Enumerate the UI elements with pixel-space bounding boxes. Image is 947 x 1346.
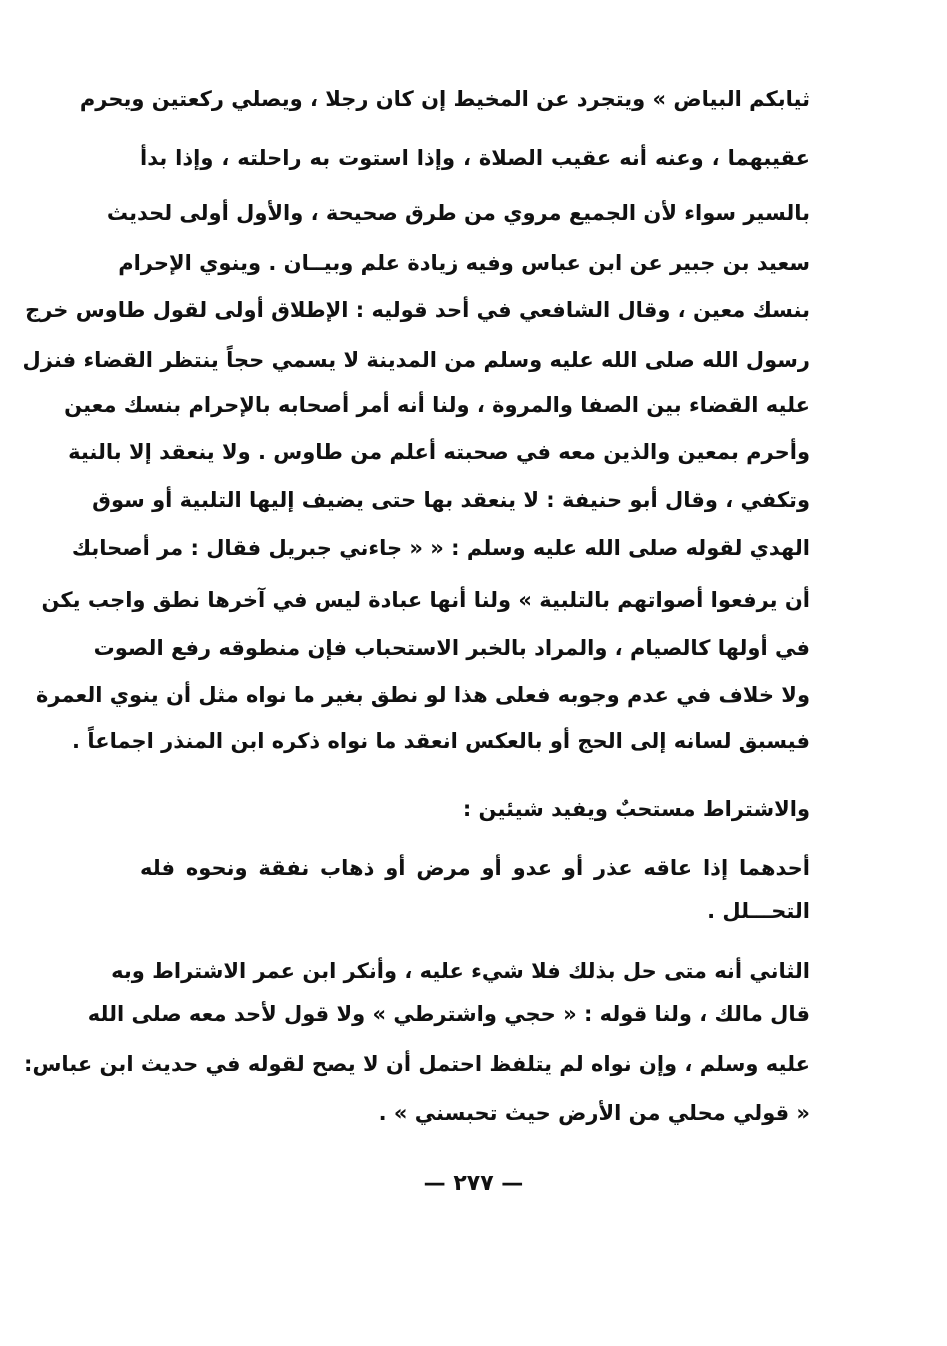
text-line: عليه وسلم ، وإن نواه لم يتلفظ احتمل أن لا يصح لقوله في حديث ابن عباس: xyxy=(24,1052,810,1076)
text-line: عليه القضاء بين الصفا والمروة ، ولنا أنه أمر أصحابه بالإحرام بنسك معين xyxy=(64,393,810,417)
text-line: قال مالك ، ولنا قوله : « حجي واشترطي » ولا قول لأحد معه صلى الله xyxy=(87,1002,810,1026)
text-line: عقيبهما ، وعنه أنه عقيب الصلاة ، وإذا استوت به راحلته ، وإذا بدأ xyxy=(140,146,810,170)
page-number: — ٢٧٧ — xyxy=(423,1171,524,1196)
text-line: أن يرفعوا أصواتهم بالتلبية » ولنا أنها عبادة ليس في آخرها نطق واجب يكن xyxy=(41,588,810,612)
text-line: الهدي لقوله صلى الله عليه وسلم : « « جاءني جبريل فقال : مر أصحابك xyxy=(71,536,810,560)
text-line: ثيابكم البياض » ويتجرد عن المخيط إن كان رجلا ، ويصلي ركعتين ويحرم xyxy=(79,87,810,111)
text-line: في أولها كالصيام ، والمراد بالخبر الاستحباب فإن منطوقه رفع الصوت xyxy=(93,636,810,660)
text-line: وتكفي ، وقال أبو حنيفة : لا ينعقد بها حتى يضيف إليها التلبية أو سوق xyxy=(92,488,810,512)
text-line: « قولي محلي من الأرض حيث تحبسني » . xyxy=(378,1101,810,1125)
text-line: سعيد بن جبير عن ابن عباس وفيه زيادة علم وبيــان . وينوي الإحرام xyxy=(118,251,810,275)
text-line: بنسك معين ، وقال الشافعي في أحد قوليه : الإطلاق أولى لقول طاوس خرج xyxy=(25,298,810,322)
text-line: الثاني أنه متى حل بذلك فلا شيء عليه ، وأنكر ابن عمر الاشتراط وبه xyxy=(111,959,810,983)
text-line: والاشتراط مستحبٌ ويفيد شيئين : xyxy=(462,797,810,821)
text-line: أحدهما إذا عاقه عذر أو عدو أو مرض أو ذهاب نفقة ونحوه فله xyxy=(140,856,810,880)
text-line: بالسير سواء لأن الجميع مروي من طرق صحيحة ، والأول أولى لحديث xyxy=(106,201,810,225)
text-line: التحـــلل . xyxy=(707,899,810,923)
text-line: فيسبق لسانه إلى الحج أو بالعكس انعقد ما نواه ذكره ابن المنذر اجماعاً . xyxy=(72,729,810,753)
text-line: وأحرم بمعين والذين معه في صحبته أعلم من طاوس . ولا ينعقد إلا بالنية xyxy=(68,440,810,464)
text-line: رسول الله صلى الله عليه وسلم من المدينة لا يسمي حجاً ينتظر القضاء فنزل xyxy=(22,348,810,372)
text-line: ولا خلاف في عدم وجوبه فعلى هذا لو نطق بغير ما نواه مثل أن ينوي العمرة xyxy=(36,683,810,707)
